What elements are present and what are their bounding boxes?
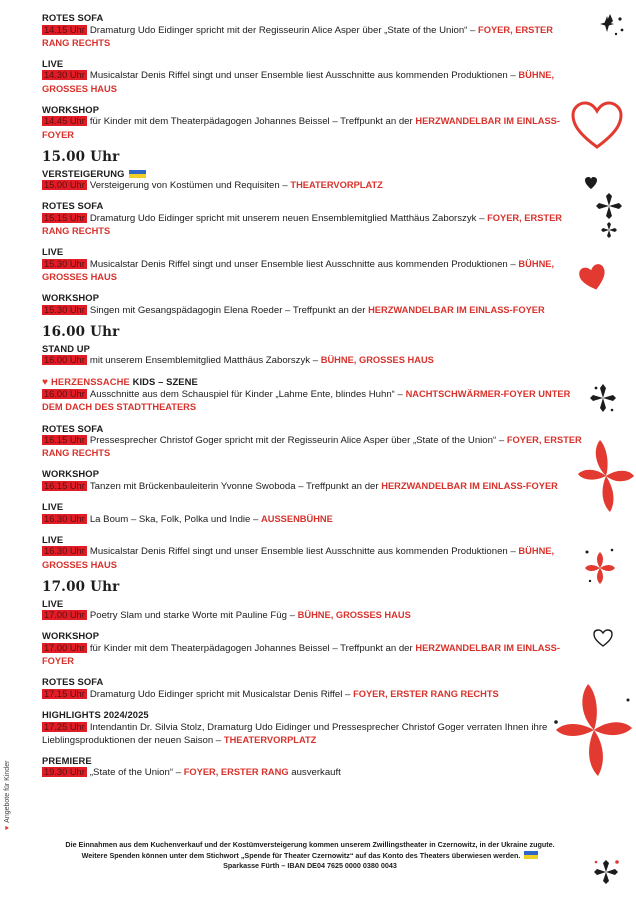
schedule-item (42, 709, 582, 747)
location-label: HERZWANDELBAR IM EINLASS-FOYER (42, 116, 560, 140)
time-badge: 17.00 Uhr (44, 642, 85, 653)
location-label: HERZWANDELBAR IM EINLASS-FOYER (42, 642, 560, 667)
event-description (42, 545, 582, 571)
category-label: STAND UP (42, 342, 91, 354)
event-category (42, 676, 582, 688)
event-description (42, 179, 582, 192)
small-heart-icon (584, 176, 598, 190)
description-text: Versteigerung von Kostümen und Requisiten – (89, 180, 288, 192)
category-label: LIVE (42, 57, 64, 69)
schedule-item (42, 343, 582, 368)
time-badge: 16.15 Uhr (44, 435, 85, 446)
outline-heart-icon (570, 100, 624, 152)
schedule-item (42, 376, 582, 415)
kids-offer-note: ♥Angebote für Kinder (4, 760, 11, 830)
time-badge: 15.30 Uhr (44, 258, 85, 269)
time-badge: 14.15 Uhr (44, 24, 85, 35)
event-category (42, 246, 582, 258)
location-label: BÜHNE, GROSSES HAUS (297, 610, 411, 621)
location-label: FOYER, ERSTER RANG RECHTS (42, 435, 582, 459)
time-badge: 14.30 Uhr (44, 70, 85, 81)
category-label: LIVE (42, 501, 64, 513)
time-badge: 15.30 Uhr (44, 304, 85, 315)
description-text: Dramaturg Udo Eidinger spricht mit der Regisseurin Alice Asper über „State of the Union“ – (89, 24, 476, 36)
heart-icon: ♥ (42, 376, 49, 388)
time-badge: 14.45 Uhr (44, 116, 85, 127)
event-description (42, 688, 582, 701)
location-label: BÜHNE, GROSSES HAUS (42, 258, 555, 283)
hour-heading: 15.00 Uhr (42, 148, 120, 165)
event-category (42, 468, 582, 480)
event-category (42, 292, 582, 304)
footer-line-1: Die Einnahmen aus dem Kuchenverkauf und der Kostümversteigerung kommen unserem Zwillingstheater in Czernowitz, in der Ukraine zugute. (65, 840, 555, 849)
category-label: ROTES SOFA (42, 422, 104, 434)
category-label: LIVE (42, 597, 64, 609)
event-description (42, 766, 582, 779)
hour-heading: 16.00 Uhr (42, 323, 120, 340)
time-badge: 15.15 Uhr (44, 212, 85, 223)
category-label: ROTES SOFA (42, 676, 104, 688)
event-description (42, 480, 582, 493)
category-label: VERSTEIGERUNG (42, 167, 125, 179)
category-label: WORKSHOP (42, 630, 100, 642)
schedule-item (42, 676, 582, 701)
event-category (42, 755, 582, 767)
filled-heart-icon (578, 262, 608, 292)
ukraine-flag-icon (129, 170, 146, 178)
location-label: BÜHNE, GROSSES HAUS (42, 546, 555, 570)
schedule-item (42, 58, 582, 96)
time-badge: 16.30 Uhr (44, 513, 85, 524)
category-label: WORKSHOP (42, 103, 100, 115)
description-text: „State of the Union“ – (89, 767, 182, 779)
category-label: WORKSHOP (42, 292, 100, 304)
description-text: für Kinder mit dem Theaterpädagogen Johannes Beissel – Treffpunkt an der (89, 642, 413, 654)
location-label: THEATERVORPLATZ (223, 734, 317, 745)
time-badge: 17.25 Uhr (44, 721, 85, 732)
description-text: Musicalstar Denis Riffel singt und unser Ensemble liest Ausschnitte aus kommenden Produktionen – (89, 546, 516, 558)
description-text: Poetry Slam und starke Worte mit Pauline Füg – (89, 610, 295, 622)
event-description (42, 212, 582, 238)
program-schedule (42, 12, 582, 788)
schedule-item (42, 755, 582, 780)
heart-icon: ♥ (4, 825, 11, 830)
time-badge: 15.00 Uhr (44, 180, 85, 191)
schedule-item (42, 12, 582, 50)
status-note: ausverkauft (291, 767, 341, 779)
description-text: Singen mit Gesangspädagogin Elena Roeder – Treffpunkt an der (89, 304, 366, 316)
event-category (42, 104, 582, 116)
flower-icon-2 (588, 382, 618, 416)
time-badge: 16.00 Uhr (44, 355, 85, 366)
schedule-item (42, 292, 582, 317)
description-text: Dramaturg Udo Eidinger spricht mit Musicalstar Denis Riffel – (89, 688, 351, 700)
location-label: FOYER, ERSTER RANG (183, 767, 289, 778)
event-description (42, 721, 582, 747)
category-label: LIVE (42, 533, 64, 545)
category-label: PREMIERE (42, 754, 92, 766)
schedule-item (42, 246, 582, 284)
footer-line-3: Sparkasse Fürth – IBAN DE04 7625 0000 0380 0043 (223, 861, 397, 870)
time-badge: 16.15 Uhr (44, 480, 85, 491)
location-label: FOYER, ERSTER RANG RECHTS (42, 212, 563, 237)
event-category (42, 58, 582, 70)
red-flower-small-icon (582, 546, 618, 586)
category-suffix: KIDS – SZENE (132, 375, 198, 387)
time-badge: 16.30 Uhr (44, 546, 85, 557)
category-highlight: HERZENSSACHE (51, 375, 130, 387)
schedule-item (42, 534, 582, 572)
schedule-item (42, 104, 582, 142)
red-flower-large-icon (578, 436, 634, 516)
location-label: BÜHNE, GROSSES HAUS (42, 70, 555, 94)
event-category (42, 168, 582, 180)
location-label: NACHTSCHWÄRMER-FOYER UNTER DEM DACH DES STADTTHEATERS (42, 389, 571, 413)
location-label: BÜHNE, GROSSES HAUS (320, 355, 434, 366)
time-badge: 17.15 Uhr (44, 688, 85, 699)
event-description (42, 388, 582, 414)
time-badge: 16.00 Uhr (44, 389, 85, 400)
event-category (42, 630, 582, 642)
event-category (42, 598, 582, 610)
event-category (42, 12, 582, 24)
event-category (42, 501, 582, 513)
location-label: HERZWANDELBAR IM EINLASS-FOYER (368, 304, 545, 315)
event-description (42, 354, 582, 367)
location-label: HERZWANDELBAR IM EINLASS-FOYER (381, 480, 558, 491)
event-description (42, 69, 582, 95)
time-badge: 19.30 Uhr (44, 767, 85, 778)
event-category (42, 709, 582, 721)
location-label: FOYER, ERSTER RANG RECHTS (353, 688, 499, 699)
small-outline-heart-icon (592, 628, 614, 648)
category-label: HIGHLIGHTS 2024/2025 (42, 709, 149, 721)
flower-corner-icon (592, 856, 622, 886)
description-text: Tanzen mit Brückenbauleiterin Yvonne Swoboda – Treffpunkt an der (89, 480, 379, 492)
description-text: Musicalstar Denis Riffel singt und unser Ensemble liest Ausschnitte aus kommenden Produktionen – (89, 70, 516, 82)
description-text: Intendantin Dr. Silvia Stolz, Dramaturg Udo Eidinger und Pressesprecher Christof Goger verraten Ihnen ihre Lieblingsproduktionen der neuen Saison – (42, 721, 548, 746)
event-description (42, 304, 582, 317)
event-description (42, 24, 582, 50)
event-description (42, 609, 582, 622)
event-category (42, 534, 582, 546)
flower-icon (594, 192, 624, 240)
category-label: LIVE (42, 246, 64, 258)
schedule-item (42, 598, 582, 623)
schedule-item (42, 630, 582, 668)
category-label: WORKSHOP (42, 468, 100, 480)
event-category (42, 343, 582, 355)
red-flower-bottom-icon (550, 680, 636, 790)
description-text: Musicalstar Denis Riffel singt und unser Ensemble liest Ausschnitte aus kommenden Produktionen – (89, 258, 516, 270)
flower-scatter-icon (594, 10, 628, 40)
schedule-item (42, 501, 582, 526)
time-badge: 17.00 Uhr (44, 610, 85, 621)
location-label: THEATERVORPLATZ (290, 180, 383, 191)
schedule-item (42, 423, 582, 461)
category-label: ROTES SOFA (42, 12, 104, 23)
event-description (42, 434, 582, 460)
event-category (42, 376, 582, 389)
category-label: ROTES SOFA (42, 200, 104, 212)
description-text: Dramaturg Udo Eidinger spricht mit unserem neuen Ensemblemitglied Matthäus Zaborszyk – (89, 212, 485, 224)
event-description (42, 258, 582, 284)
description-text: mit unserem Ensemblemitglied Matthäus Zaborszyk – (89, 355, 319, 367)
donation-footer (30, 840, 590, 872)
hour-heading: 17.00 Uhr (42, 578, 120, 595)
description-text: La Boum – Ska, Folk, Polka und Indie – (89, 513, 259, 525)
schedule-item (42, 200, 582, 238)
description-text: Pressesprecher Christof Goger spricht mit der Regisseurin Alice Asper über „State of the Union“ – (89, 435, 505, 447)
schedule-item (42, 468, 582, 493)
event-category (42, 423, 582, 435)
event-category (42, 200, 582, 212)
schedule-item (42, 168, 582, 193)
description-text: für Kinder mit dem Theaterpädagogen Johannes Beissel – Treffpunkt an der (89, 116, 413, 128)
footer-line-2: Weitere Spenden können unter dem Stichwort „Spende für Theater Czernowitz“ auf das Konto des Theaters überwiesen werden. (30, 851, 590, 862)
event-description (42, 115, 582, 141)
event-description (42, 642, 582, 668)
ukraine-flag-icon (524, 851, 538, 859)
event-description (42, 513, 582, 526)
description-text: Ausschnitte aus dem Schauspiel für Kinder „Lahme Ente, blindes Huhn“ – (89, 389, 403, 401)
location-label: FOYER, ERSTER RANG RECHTS (42, 24, 553, 48)
location-label: AUSSENBÜHNE (261, 513, 333, 524)
